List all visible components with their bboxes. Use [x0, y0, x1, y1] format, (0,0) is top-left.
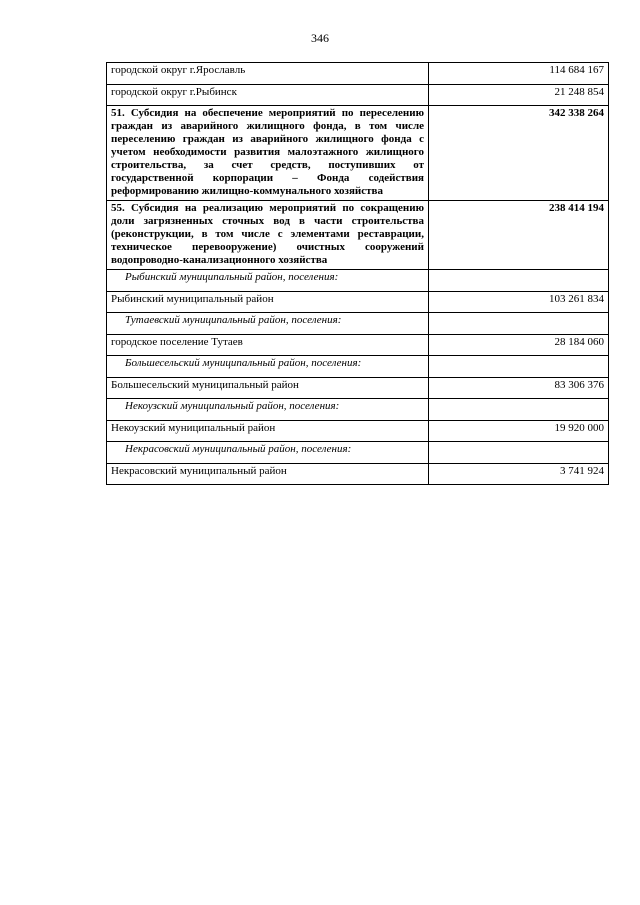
row-amount: 342 338 264 [429, 106, 609, 201]
table-row [107, 335, 609, 356]
row-amount [429, 442, 609, 464]
row-amount [429, 270, 609, 292]
row-name: Большесельский муниципальный район [107, 378, 429, 399]
row-name: 51. Субсидия на обеспечение мероприятий по переселению граждан из аварийного жилищного фонда, в том числе переселению граждан из аварийного жилищного фонда с учетом необходимости развития малоэтажного жилищного строительства, за счет средств, поступивших от государственной корпорации – Фонда содействия реформированию жилищно-коммунального хозяйства [107, 106, 429, 201]
group-header: Некоузский муниципальный район, поселения: [107, 399, 429, 421]
budget-table [106, 62, 609, 485]
row-amount: 238 414 194 [429, 201, 609, 270]
row-name: городской округ г.Рыбинск [107, 85, 429, 106]
row-amount [429, 399, 609, 421]
group-header-row [107, 270, 609, 292]
row-amount: 103 261 834 [429, 292, 609, 313]
row-name: городской округ г.Ярославль [107, 63, 429, 85]
table-row [107, 63, 609, 85]
row-amount: 114 684 167 [429, 63, 609, 85]
group-header-row [107, 313, 609, 335]
row-amount: 28 184 060 [429, 335, 609, 356]
row-name: Некоузский муниципальный район [107, 421, 429, 442]
row-amount: 21 248 854 [429, 85, 609, 106]
group-header-row [107, 442, 609, 464]
table-row [107, 464, 609, 485]
table-row [107, 292, 609, 313]
group-header: Рыбинский муниципальный район, поселения: [107, 270, 429, 292]
row-amount: 83 306 376 [429, 378, 609, 399]
page-number: 346 [311, 31, 329, 45]
row-amount: 3 741 924 [429, 464, 609, 485]
table-row [107, 85, 609, 106]
group-header: Тутаевский муниципальный район, поселения: [107, 313, 429, 335]
group-header-row [107, 399, 609, 421]
group-header: Некрасовский муниципальный район, поселения: [107, 442, 429, 464]
table-row [107, 201, 609, 270]
row-amount [429, 356, 609, 378]
row-name: Рыбинский муниципальный район [107, 292, 429, 313]
row-amount [429, 313, 609, 335]
row-amount: 19 920 000 [429, 421, 609, 442]
table-row [107, 421, 609, 442]
table-row [107, 378, 609, 399]
table-row [107, 106, 609, 201]
group-header: Большесельский муниципальный район, поселения: [107, 356, 429, 378]
row-name: городское поселение Тутаев [107, 335, 429, 356]
group-header-row [107, 356, 609, 378]
row-name: Некрасовский муниципальный район [107, 464, 429, 485]
row-name: 55. Субсидия на реализацию мероприятий по сокращению доли загрязненных сточных вод в части строительства (реконструкции, в том числе с элементами реставрации, техническое перевооружение) очистных сооружений водопроводно-канализационного хозяйства [107, 201, 429, 270]
